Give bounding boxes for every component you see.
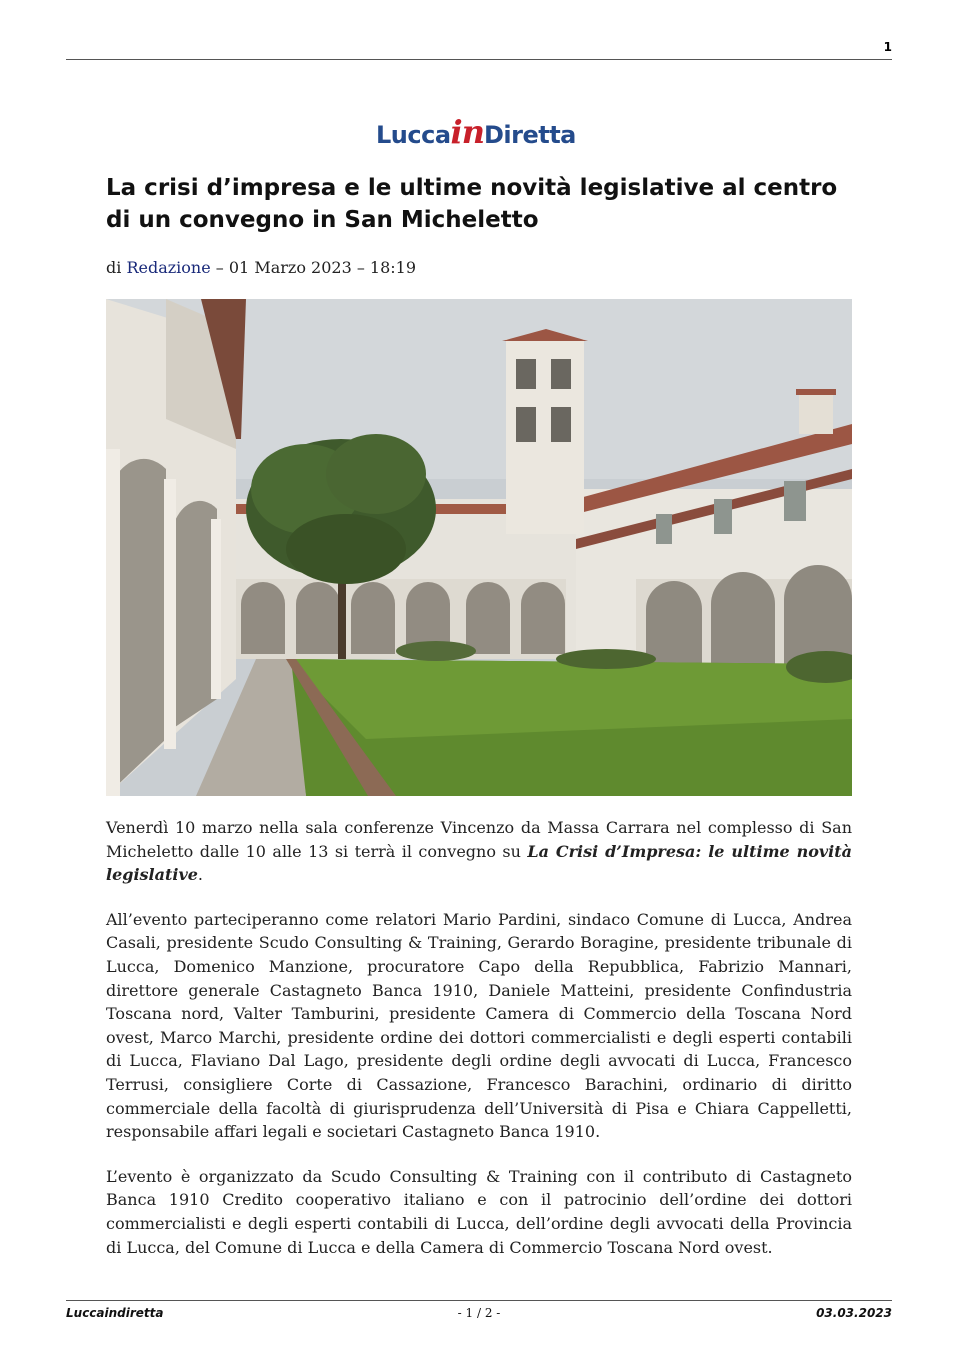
article-byline: [106, 258, 416, 277]
footer-site-name: Luccaindiretta: [66, 1306, 164, 1320]
article-body: [106, 816, 852, 1280]
paragraph-speakers: All’evento parteciperanno come relatori Mario Pardini, sindaco Comune di Lucca, Andrea Casali, presidente Scudo Consulting & Training, Gerardo Boragine, presidente tribunale di Lucca, Domenico Manzione, procuratore Capo della Repubblica, Fabrizio Mannari, direttore generale Castagneto Banca 1910, Daniele Matteini, presidente Confindustria Toscana nord, Valter Tamburini, presidente Camera di Commercio della Toscana Nord ovest, Marco Marchi, presidente ordine dei dottori commercialisti e degli esperti contabili di Lucca, Flaviano Dal Lago, presidente degli ordine degli avvocati di Lucca, Francesco Terrusi, consigliere Corte di Cassazione, Francesco Barachini, ordinario di diritto commerciale della facoltà di giurisprudenza dell’Università di Pisa e Chiara Cappelletti, responsabile affari legali e societari Castagneto Banca 1910.: [106, 909, 852, 1142]
byline-prefix: di: [106, 258, 127, 277]
event-title-emphasis: La Crisi d’Impresa: le ultime novità legislative: [106, 841, 853, 885]
logo-text-diretta: Diretta: [483, 121, 576, 149]
paragraph-intro: [106, 816, 852, 887]
intro-text: Venerdì 10 marzo nella sala conferenze Vincenzo da Massa Carrara nel complesso di San Micheletto dalle 10 alle 13 si terrà il convegno su: [106, 818, 852, 861]
author-link[interactable]: Redazione: [126, 258, 211, 277]
logo-text-lucca: Lucca: [376, 121, 451, 149]
footer-page-count: - 1 / 2 -: [457, 1306, 501, 1320]
logo-text-in: in: [450, 113, 484, 151]
page-footer: [66, 1306, 892, 1322]
article-title: La crisi d’impresa e le ultime novità legislative al centro di un convegno in San Micheletto: [106, 175, 838, 233]
article-photo: [106, 299, 852, 796]
header-divider: [66, 59, 892, 60]
footer-divider: [66, 1300, 892, 1301]
intro-end: .: [197, 865, 204, 885]
site-logo[interactable]: [376, 113, 586, 153]
header-page-number: 1: [883, 40, 892, 54]
byline-date: – 01 Marzo 2023 – 18:19: [210, 258, 417, 277]
paragraph-organizers: L’evento è organizzato da Scudo Consulting & Training con il contributo di Castagneto Banca 1910 Credito cooperativo italiano e con il patrocinio dell’ordine dei dottori commercialisti e degli esperti contabili di Lucca, dell’ordine degli avvocati della Provincia di Lucca, del Comune di Lucca e della Camera di Commercio Toscana Nord ovest.: [106, 1166, 852, 1257]
footer-date: 03.03.2023: [816, 1306, 892, 1320]
